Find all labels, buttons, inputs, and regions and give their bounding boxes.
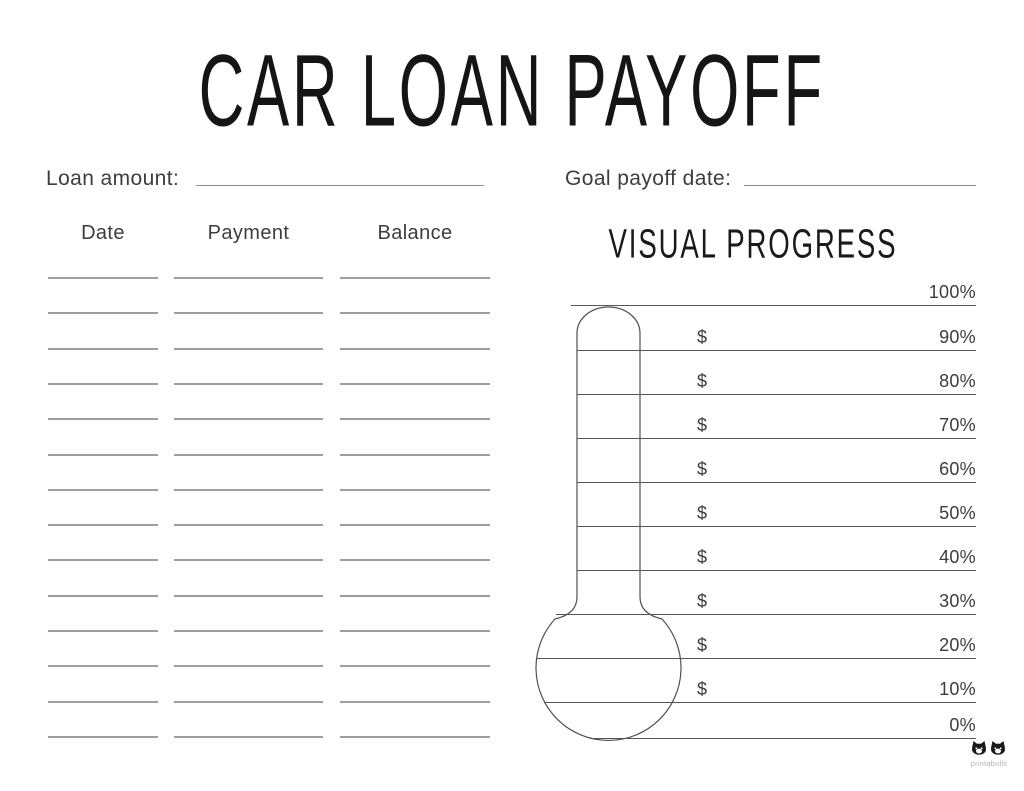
page-title-text: CAR LOAN PAYOFF [198, 34, 826, 148]
progress-amount-line-10%[interactable] [544, 702, 976, 703]
progress-amount-line-90%[interactable] [577, 350, 976, 351]
table-blank-line-row1-col3[interactable] [340, 277, 490, 279]
percent-label-10%: 10% [939, 679, 976, 699]
loan-amount-blank-line[interactable] [196, 185, 484, 186]
progress-amount-line-70%[interactable] [577, 438, 976, 439]
table-blank-line-row11-col2[interactable] [174, 630, 323, 632]
dollar-sign-20%: $ [696, 635, 707, 655]
table-blank-line-row7-col2[interactable] [174, 489, 323, 491]
goal-payoff-date-blank-line[interactable] [744, 185, 976, 186]
table-blank-line-row5-col3[interactable] [340, 418, 490, 420]
visual-progress-title-text: VISUAL PROGRESS [608, 222, 898, 267]
watermark-text: printabulls [970, 759, 1008, 768]
table-blank-line-row14-col1[interactable] [48, 736, 158, 738]
table-blank-line-row1-col1[interactable] [48, 277, 158, 279]
table-blank-line-row7-col1[interactable] [48, 489, 158, 491]
percent-label-70%: 70% [939, 415, 976, 435]
table-blank-line-row10-col3[interactable] [340, 595, 490, 597]
dollar-sign-30%: $ [696, 591, 707, 611]
table-blank-line-row9-col1[interactable] [48, 559, 158, 561]
dollar-sign-60%: $ [696, 459, 707, 479]
table-blank-line-row8-col1[interactable] [48, 524, 158, 526]
table-blank-line-row3-col1[interactable] [48, 348, 158, 350]
table-blank-line-row5-col2[interactable] [174, 418, 323, 420]
table-blank-line-row6-col1[interactable] [48, 454, 158, 456]
dollar-sign-10%: $ [696, 679, 707, 699]
table-blank-line-row8-col3[interactable] [340, 524, 490, 526]
progress-amount-line-100%[interactable] [571, 305, 976, 306]
progress-amount-line-40%[interactable] [577, 570, 976, 571]
percent-label-40%: 40% [939, 547, 976, 567]
table-blank-line-row4-col3[interactable] [340, 383, 490, 385]
percent-label-90%: 90% [939, 327, 976, 347]
percent-label-20%: 20% [939, 635, 976, 655]
table-blank-line-row9-col3[interactable] [340, 559, 490, 561]
percent-label-100%: 100% [928, 282, 976, 302]
progress-amount-line-80%[interactable] [577, 394, 976, 395]
table-blank-line-row11-col1[interactable] [48, 630, 158, 632]
table-blank-line-row10-col1[interactable] [48, 595, 158, 597]
table-blank-line-row6-col2[interactable] [174, 454, 323, 456]
percent-label-30%: 30% [939, 591, 976, 611]
table-blank-line-row7-col3[interactable] [340, 489, 490, 491]
table-blank-line-row2-col1[interactable] [48, 312, 158, 314]
table-blank-line-row8-col2[interactable] [174, 524, 323, 526]
table-blank-line-row6-col3[interactable] [340, 454, 490, 456]
table-blank-line-row3-col3[interactable] [340, 348, 490, 350]
progress-amount-line-60%[interactable] [577, 482, 976, 483]
table-blank-line-row12-col1[interactable] [48, 665, 158, 667]
visual-progress-title [530, 222, 976, 267]
table-blank-line-row3-col2[interactable] [174, 348, 323, 350]
table-blank-line-row14-col3[interactable] [340, 736, 490, 738]
table-blank-line-row12-col3[interactable] [340, 665, 490, 667]
table-blank-line-row1-col2[interactable] [174, 277, 323, 279]
table-blank-line-row2-col2[interactable] [174, 312, 323, 314]
column-header-date: Date [81, 222, 125, 244]
dollar-sign-50%: $ [696, 503, 707, 523]
percent-label-60%: 60% [939, 459, 976, 479]
page-title [0, 34, 1024, 148]
column-header-balance: Balance [377, 222, 453, 244]
table-blank-line-row11-col3[interactable] [340, 630, 490, 632]
table-blank-line-row4-col1[interactable] [48, 383, 158, 385]
progress-amount-line-50%[interactable] [577, 526, 976, 527]
progress-amount-line-20%[interactable] [536, 658, 976, 659]
dollar-sign-40%: $ [696, 547, 707, 567]
watermark [966, 741, 1012, 768]
table-blank-line-row5-col1[interactable] [48, 418, 158, 420]
table-blank-line-row13-col2[interactable] [174, 701, 323, 703]
thermometer-outline [536, 307, 681, 740]
printabulls-logo-icon [971, 741, 1007, 755]
dollar-sign-70%: $ [696, 415, 707, 435]
goal-payoff-date-label: Goal payoff date: [565, 167, 732, 190]
percent-label-0%: 0% [949, 715, 976, 735]
table-blank-line-row13-col1[interactable] [48, 701, 158, 703]
table-blank-line-row9-col2[interactable] [174, 559, 323, 561]
dollar-sign-90%: $ [696, 327, 707, 347]
table-blank-line-row2-col3[interactable] [340, 312, 490, 314]
table-blank-line-row13-col3[interactable] [340, 701, 490, 703]
loan-amount-label: Loan amount: [46, 167, 180, 190]
table-blank-line-row12-col2[interactable] [174, 665, 323, 667]
table-blank-line-row4-col2[interactable] [174, 383, 323, 385]
percent-label-50%: 50% [939, 503, 976, 523]
column-header-payment: Payment [207, 222, 290, 244]
dollar-sign-80%: $ [696, 371, 707, 391]
progress-amount-line-30%[interactable] [556, 614, 976, 615]
table-blank-line-row10-col2[interactable] [174, 595, 323, 597]
percent-label-80%: 80% [939, 371, 976, 391]
progress-amount-line-0%[interactable] [590, 738, 976, 739]
table-blank-line-row14-col2[interactable] [174, 736, 323, 738]
